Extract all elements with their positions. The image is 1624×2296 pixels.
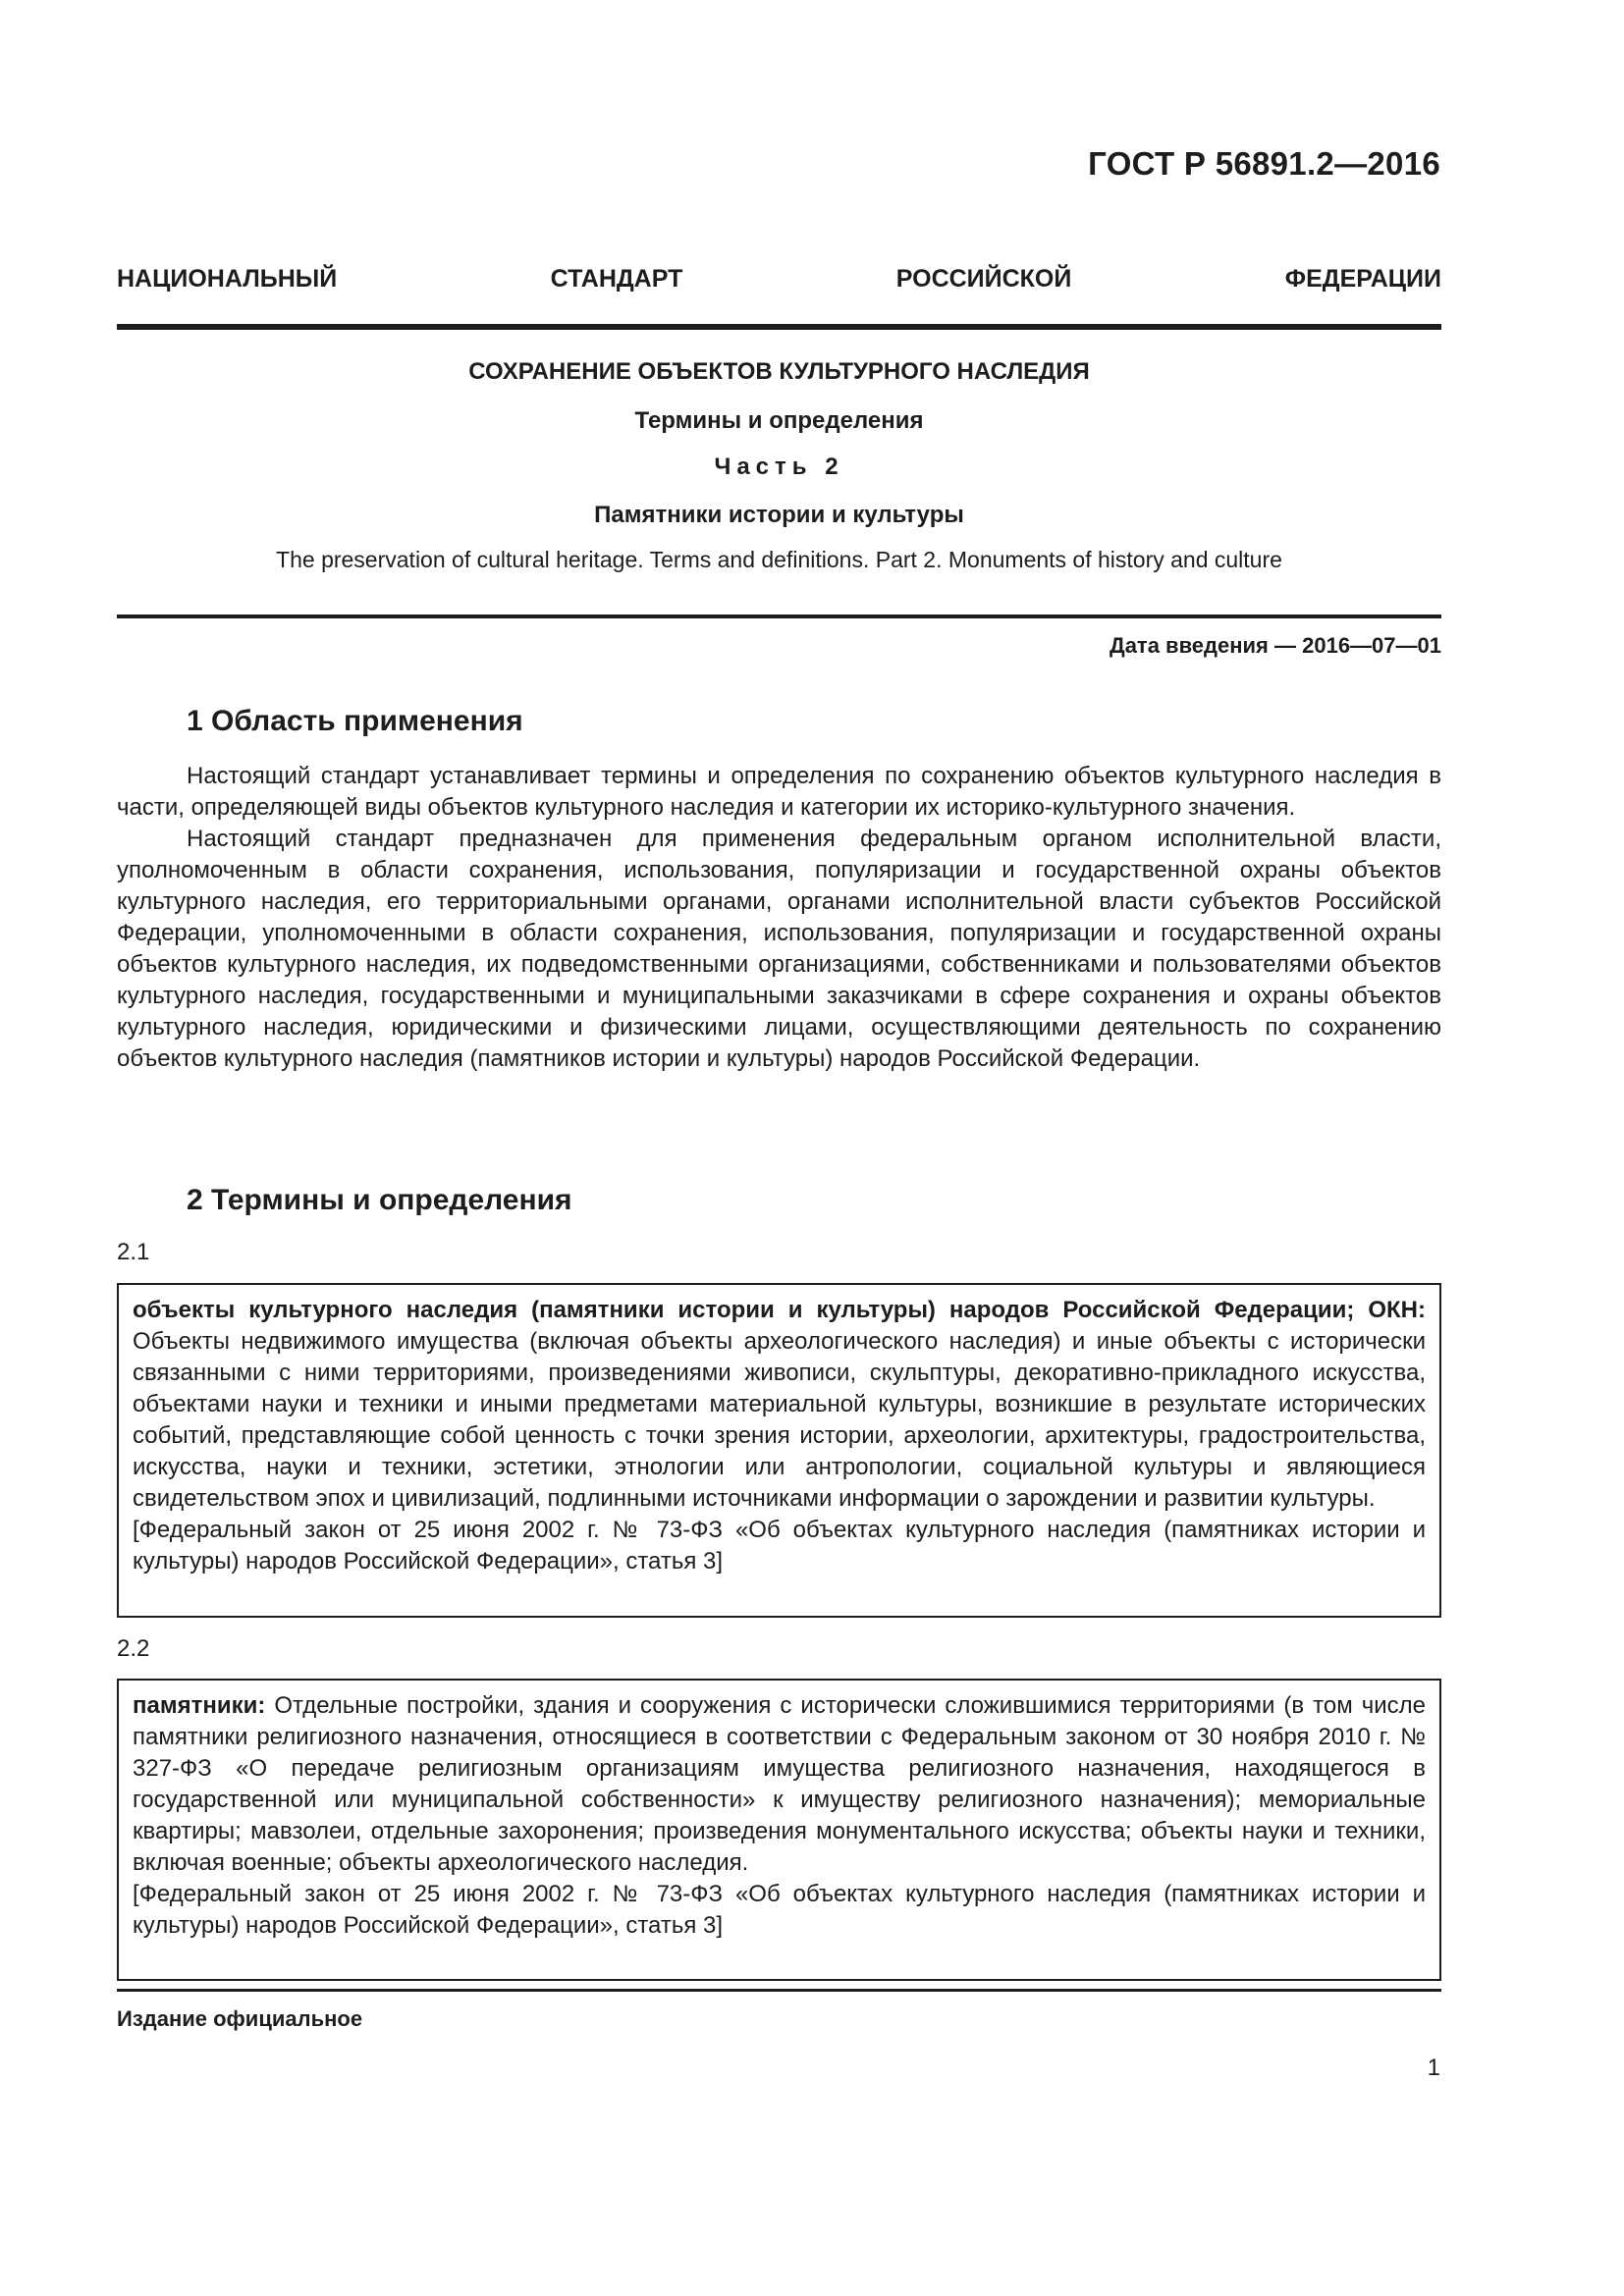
title-part-name: Памятники истории и культуры (594, 502, 964, 528)
section-1-heading: 1 Область применения (187, 705, 523, 737)
page-number: 1 (1427, 2055, 1440, 2081)
term-box (117, 1283, 1441, 1618)
header-rule (117, 324, 1441, 330)
official-edition-label: Издание официальное (117, 2006, 363, 2031)
section-1-paragraph: Настоящий стандарт устанавливает термины и определения по сохранению объектов культурного наследия в части, определяющей виды объектов культурного наследия и категории их историко-культурного значения. (117, 763, 1441, 821)
term-source: [Федеральный закон от 25 июня 2002 г. № 73-ФЗ «Об объектах культурного наследия (памятниках истории и культуры) народов Российской Федерации», статья 3] (133, 1517, 1426, 1575)
term-definition: Объекты недвижимого имущества (включая объекты археологического наследия) и иные объекты с исторически связанными с ними территориями, произведениями живописи, скульптуры, декоративно-прикладного искусства, объектами науки и техники и иными предметами материальной культуры, возникшие в результате исторических событий, представляющие собой ценность с точки зрения истории, археологии, архитектуры, градостроительства, искусства, науки и техники, эстетики, этнологии или антропологии, социальной культуры и являющиеся свидетельством эпох и цивилизаций, подлинными источниками информации о зарождении и развитии культуры. (133, 1328, 1426, 1512)
title-main: СОХРАНЕНИЕ ОБЪЕКТОВ КУЛЬТУРНОГО НАСЛЕДИЯ (468, 358, 1090, 385)
section-1-body (117, 761, 1441, 1075)
footer-rule (117, 1989, 1441, 1992)
term-definition: Отдельные постройки, здания и сооружения с исторически сложившимися территориями (в том числе памятники религиозного назначения, относящиеся в соответствии с Федеральным законом от 30 ноября 2010 г. № 327-ФЗ «О передаче религиозным организациям имущества религиозного назначения, находящегося в государственной или муниципальной собственности» к имуществу религиозного назначения); мемориальные квартиры; мавзолеи, отдельные захоронения; произведения монументального искусства; объекты науки и техники, включая военные; объекты археологического наследия. (133, 1692, 1426, 1876)
term-box (117, 1679, 1441, 1981)
title-subtitle: Термины и определения (634, 407, 924, 434)
term-number: 2.1 (117, 1239, 150, 1265)
title-part: Часть 2 (714, 454, 844, 480)
section-1-paragraph: Настоящий стандарт предназначен для применения федеральным органом исполнительной власти, уполномоченным в области сохранения, использования, популяризации и государственной охраны объектов культурного наследия, его территориальными органами, органами исполнительной власти субъектов Российской Федерации, уполномоченными в области сохранения, использования, популяризации и государственной охраны объектов культурного наследия, их подведомственными организациями, собственниками и пользователями объектов культурного наследия, государственными и муниципальными заказчиками в сфере сохранения и охраны объектов культурного наследия, юридическими и физическими лицами, осуществляющими деятельность по сохранению объектов культурного наследия (памятников истории и культуры) народов Российской Федерации. (117, 826, 1441, 1072)
national-standard-banner: НАЦИОНАЛЬНЫЙ СТАНДАРТ РОССИЙСКОЙ ФЕДЕРАЦИИ (117, 265, 1441, 293)
section-2-heading: 2 Термины и определения (187, 1184, 572, 1216)
term-number: 2.2 (117, 1635, 150, 1662)
term-name: объекты культурного наследия (памятники истории и культуры) народов Российской Федерации; ОКН: (133, 1297, 1426, 1323)
term-name: памятники: (133, 1692, 266, 1719)
title-rule (117, 614, 1441, 618)
introduction-date: Дата введения — 2016—07—01 (1110, 633, 1441, 658)
title-english: The preservation of cultural heritage. Terms and definitions. Part 2. Monuments of history and culture (276, 547, 1282, 572)
standard-designation: ГОСТ Р 56891.2—2016 (1088, 145, 1440, 182)
term-source: [Федеральный закон от 25 июня 2002 г. № 73-ФЗ «Об объектах культурного наследия (памятниках истории и культуры) народов Российской Федерации», статья 3] (133, 1881, 1426, 1939)
